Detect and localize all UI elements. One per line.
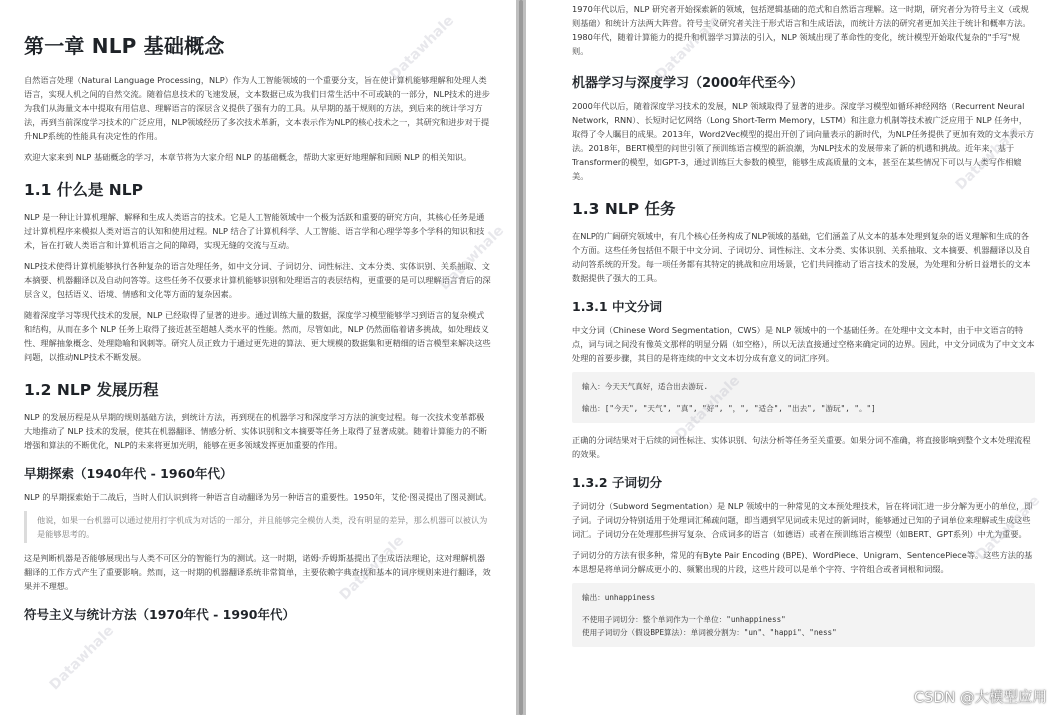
code-block: [572, 372, 1035, 423]
paragraph: 子词切分的方法有很多种，常见的有Byte Pair Encoding (BPE)、WordPiece、Unigram、SentencePiece等。这些方法的基本思想是将单词分解成更小的、频繁出现的片段，这些片段可以是单个字符、字符组合或者词根和词缀。: [572, 550, 1033, 574]
paragraph: 随着深度学习等现代技术的发展，NLP 已经取得了显著的进步。通过训练大量的数据，深度学习模型能够学习到语言的复杂模式和结构，从而在多个 NLP 任务上取得了接近甚至超越人类水平的性能。然而，尽管如此，NLP 仍然面临着诸多挑战，如处理歧义性、理解抽象概念、处理隐喻和讽刺等。研究人员正致力于通过更先进的算法、更大规模的数据集和更精细的语言模型来解决这些问题，以推动NLP技术不断发展。: [24, 310, 491, 362]
section-heading: 1.2 NLP 发展历程: [24, 381, 159, 399]
subsection-heading: 早期探索（1940年代 - 1960年代）: [24, 466, 233, 481]
subsection-heading: 1.3.1 中文分词: [572, 299, 662, 314]
section-heading: 1.3 NLP 任务: [572, 200, 676, 218]
section-heading: 1.1 什么是 NLP: [24, 181, 143, 199]
paragraph: 正确的分词结果对于后续的词性标注、实体识别、句法分析等任务至关重要。如果分词不准确，将直接影响到整个文本处理流程的效果。: [572, 435, 1031, 459]
code-line: 使用子词切分（假设BPE算法）：单词被分割为："un"、"happi"、"ness": [582, 628, 837, 637]
scrollbar-thumb[interactable]: [519, 0, 523, 715]
paragraph: NLP 是一种让计算机理解、解释和生成人类语言的技术。它是人工智能领域中一个极为活跃和重要的研究方向，其核心任务是通过计算机程序来模拟人类对语言的认知和使用过程。NLP 结合了计算机科学、人工智能、语言学和心理学等多个学科的知识和技术，旨在打破人类语言和计算机语言之间的障碍，实现无缝的交流与互动。: [24, 212, 485, 250]
paragraph: 中文分词（Chinese Word Segmentation，CWS）是 NLP 领域中的一个基础任务。在处理中文文本时，由于中文语言的特点，词与词之间没有像英文那样的明显分隔（如空格），所以无法直接通过空格来确定词的边界。因此，中文分词成为了中文文本处理的首要步骤，其目的是将连续的中文文本切分成有意义的词汇序列。: [572, 325, 1035, 363]
right-page: [526, 0, 1055, 715]
watermark: Datawhale: [972, 492, 1044, 564]
left-page: [0, 0, 516, 715]
chapter-title: 第一章 NLP 基础概念: [24, 34, 225, 58]
paragraph: 2000年代以后，随着深度学习技术的发展，NLP 领域取得了显著的进步。深度学习模型如循环神经网络（Recurrent Neural Network，RNN）、长短时记忆网络（Long Short-Term Memory，LSTM）和注意力机制等技术被广泛应用于 NLP 任务中，取得了令人瞩目的成果。2013年，Word2Vec模型的提出开创了词向量表示的新时代，为NLP任务提供了更加有效的文本表示方法。2018年，BERT模型的问世引领了预训练语言模型的新浪潮，为NLP技术的发展带来了新的机遇和挑战。近年来，基于Transformer的模型，如GPT-3，通过训练巨大参数的模型，能够生成高质量的文本，甚至在某些情况下可以与人类写作相媲美。: [572, 101, 1035, 181]
intro-paragraph: 欢迎大家来到 NLP 基础概念的学习，本章节将为大家介绍 NLP 的基础概念，帮助大家更好地理解和回顾 NLP 的相关知识。: [24, 152, 472, 162]
subsection-heading: 机器学习与深度学习（2000年代至今）: [572, 76, 804, 91]
intro-paragraph: 自然语言处理（Natural Language Processing，NLP）作为人工智能领域的一个重要分支，旨在使计算机能够理解和处理人类语言，实现人机之间的自然交流。随着信息技术的飞速发展，文本数据已成为我们日常生活中不可或缺的一部分，NLP技术的进步为我们从海量文本中提取有用信息、理解语言的深层含义提供了强有力的工具。从早期的基于规则的方法，到后来的统计学习方法，再到当前深度学习技术的广泛应用，NLP领域经历了多次技术革新，文本表示作为NLP的核心技术之一，其研究和进步对于提升NLP系统的性能具有决定性的作用。: [24, 75, 490, 141]
turing-quote: 他说，如果一台机器可以通过使用打字机成为对话的一部分，并且能够完全模仿人类，没有明显的差异，那么机器可以被认为是能够思考的。: [24, 511, 492, 543]
code-block: [572, 583, 1035, 647]
watermark: Datawhale: [436, 222, 508, 294]
subsection-heading: 1.3.2 子词切分: [572, 475, 662, 490]
watermark: Datawhale: [336, 532, 408, 604]
paragraph: 在NLP的广阔研究领域中，有几个核心任务构成了NLP领域的基础，它们涵盖了从文本的基本处理到复杂的语义理解和生成的各个方面。这些任务包括但不限于中文分词、子词切分、词性标注、文本分类、实体识别、关系抽取、文本摘要、机器翻译以及自动问答系统的开发。每一项任务都有其特定的挑战和应用场景，它们共同推动了语言技术的发展，为处理和分析日益增长的文本数据提供了强大的工具。: [572, 231, 1031, 283]
code-line: 输出：unhappiness: [582, 593, 656, 602]
csdn-footer-watermark: CSDN @大模型应用: [914, 690, 1047, 706]
paragraph: 子词切分（Subword Segmentation）是 NLP 领域中的一种常见的文本预处理技术，旨在将词汇进一步分解为更小的单位，即子词。子词切分特别适用于处理词汇稀疏问题，即当遇到罕见词或未见过的新词时，能够通过已知的子词单位来理解或生成这些词汇。子词切分在处理那些拼写复杂、合成词多的语言（如德语）或者在预训练语言模型（如BERT、GPT系列）中尤为重要。: [572, 501, 1033, 539]
paragraph: NLP 的早期探索始于二战后，当时人们认识到将一种语言自动翻译为另一种语言的重要性。1950年，艾伦·图灵提出了图灵测试。: [24, 492, 492, 502]
paragraph: 这是判断机器是否能够展现出与人类不可区分的智能行为的测试。这一时期，诺姆·乔姆斯基提出了生成语法理论，这对理解机器翻译的工作方式产生了重要影响。然而，这一时期的机器翻译系统非常简单，主要依赖字典查找和基本的词序规则来进行翻译，效果并不理想。: [24, 553, 491, 591]
code-line: 输出：["今天", "天气", "真", "好", "，", "适合", "出去", "游玩", "。"]: [582, 404, 876, 413]
watermark: Datawhale: [652, 12, 724, 84]
watermark: Datawhale: [46, 622, 118, 694]
subsection-heading: 符号主义与统计方法（1970年代 - 1990年代）: [24, 607, 295, 622]
code-line: 不使用子词切分：整个单词作为一个单位："unhappiness": [582, 615, 786, 624]
paragraph: NLP技术使得计算机能够执行各种复杂的语言处理任务，如中文分词、子词切分、词性标注、文本分类、实体识别、关系抽取、文本摘要、机器翻译以及自动问答等。这些任务不仅要求计算机能够识别和处理语言的表层结构，更重要的是可以理解语言背后的深层含义，包括语义、语境、情感和文化等方面的复杂因素。: [24, 261, 491, 299]
watermark: Datawhale: [386, 12, 458, 84]
paragraph: 1970年代以后，NLP 研究者开始探索新的领域，包括逻辑基础的范式和自然语言理解。这一时期，研究者分为符号主义（或规则基础）和统计方法两大阵营。符号主义研究者关注于形式语言和生成语法，而统计方法的研究者更加关注于统计和概率方法。1980年代，随着计算能力的提升和机器学习算法的引入，NLP 领域出现了革命性的变化，统计模型开始取代复杂的"手写"规则。: [572, 4, 1031, 56]
code-line: 输入：今天天气真好，适合出去游玩.: [582, 382, 709, 391]
paragraph: NLP 的发展历程是从早期的规则基础方法，到统计方法，再到现在的机器学习和深度学习方法的演变过程。每一次技术变革都极大地推动了 NLP 技术的发展，使其在机器翻译、情感分析、实体识别和文本摘要等任务上取得了显著成就。随着计算能力的不断增强和算法的不断优化，NLP的未来将更加光明，能够在更多领域发挥更加重要的作用。: [24, 412, 487, 450]
watermark: Datawhale: [952, 122, 1024, 194]
watermark: Datawhale: [672, 372, 744, 444]
page-scrollbar[interactable]: [516, 0, 526, 715]
